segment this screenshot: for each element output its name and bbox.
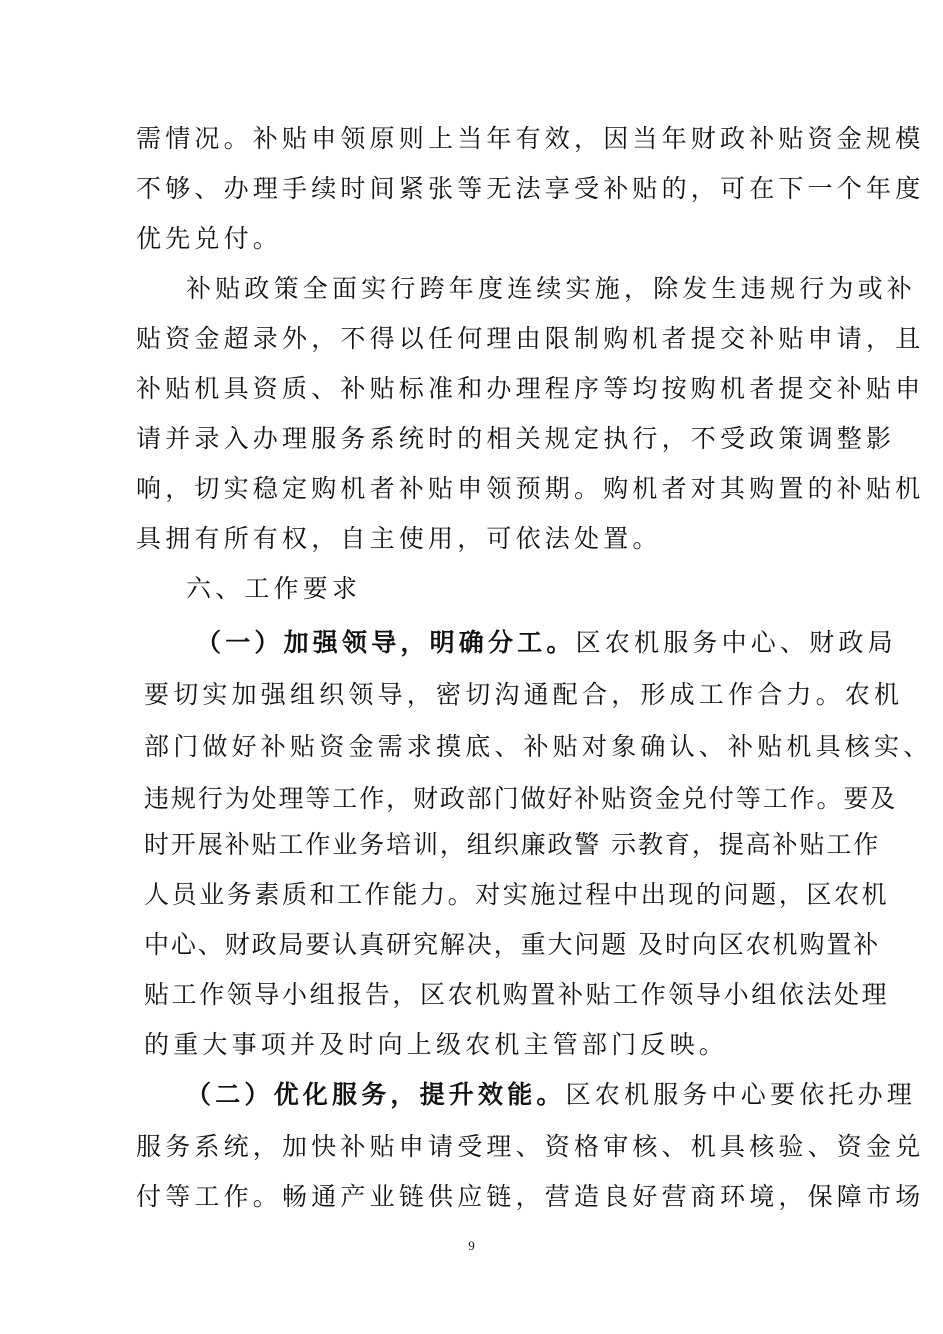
body-line: 贴资金超录外，不得以任何理由限制购机者提交补贴申请，且	[136, 324, 925, 353]
body-line: 人员业务素质和工作能力。对实施过程中出现的问题，区农机	[144, 880, 890, 909]
body-line: 需情况。补贴申领原则上当年有效，因当年财政补贴资金规模	[136, 124, 925, 153]
body-line: 具拥有所有权，自主使用，可依法处置。	[136, 524, 662, 553]
section-heading: 六、工作要求	[186, 574, 362, 603]
subsection-first-line: （二）优化服务，提升效能。区农机服务中心要依托办理	[186, 1080, 917, 1109]
subsection-first-line: （一）加强领导，明确分工。区农机服务中心、财政局	[196, 628, 897, 657]
body-line: 请并录入办理服务系统时的相关规定执行，不受政策调整影	[136, 424, 896, 453]
subsection-heading: （二）优化服务，提升效能。	[186, 1080, 566, 1109]
page-number: 9	[468, 1238, 475, 1253]
body-line: 的重大事项并及时向上级农机主管部门反映。	[144, 1030, 729, 1059]
body-line: 违规行为处理等工作，财政部门做好补贴资金兑付等工作。要及	[144, 784, 898, 813]
body-line: 付等工作。畅通产业链供应链，营造良好营商环境，保障市场	[136, 1182, 925, 1211]
body-line: 响，切实稳定购机者补贴申领预期。购机者对其购置的补贴机	[136, 474, 925, 503]
body-line: 补贴机具资质、补贴标准和办理程序等均按购机者提交补贴申	[136, 374, 925, 403]
body-line: 服务系统，加快补贴申请受理、资格审核、机具核验、资金兑	[136, 1132, 925, 1161]
body-line: 贴工作领导小组报告，区农机购置补贴工作领导小组依法处理	[144, 980, 890, 1009]
body-line: 时开展补贴工作业务培训，组织廉政警 示教育，提高补贴工作	[144, 830, 881, 859]
paragraph-first-line: 补贴政策全面实行跨年度连续实施，除发生违规行为或补	[186, 274, 917, 303]
body-line: 要切实加强组织领导，密切沟通配合，形成工作合力。农机	[144, 680, 904, 709]
subsection-heading: （一）加强领导，明确分工。	[196, 628, 576, 657]
body-line: 不够、办理手续时间紧张等无法享受补贴的，可在下一个年度	[136, 174, 925, 203]
body-line: 部门做好补贴资金需求摸底、补贴对象确认、补贴机具核实、	[144, 732, 933, 761]
body-line: 优先兑付。	[136, 224, 283, 253]
body-line: 中心、财政局要认真研究解决，重大问题 及时向区农机购置补	[144, 930, 881, 959]
